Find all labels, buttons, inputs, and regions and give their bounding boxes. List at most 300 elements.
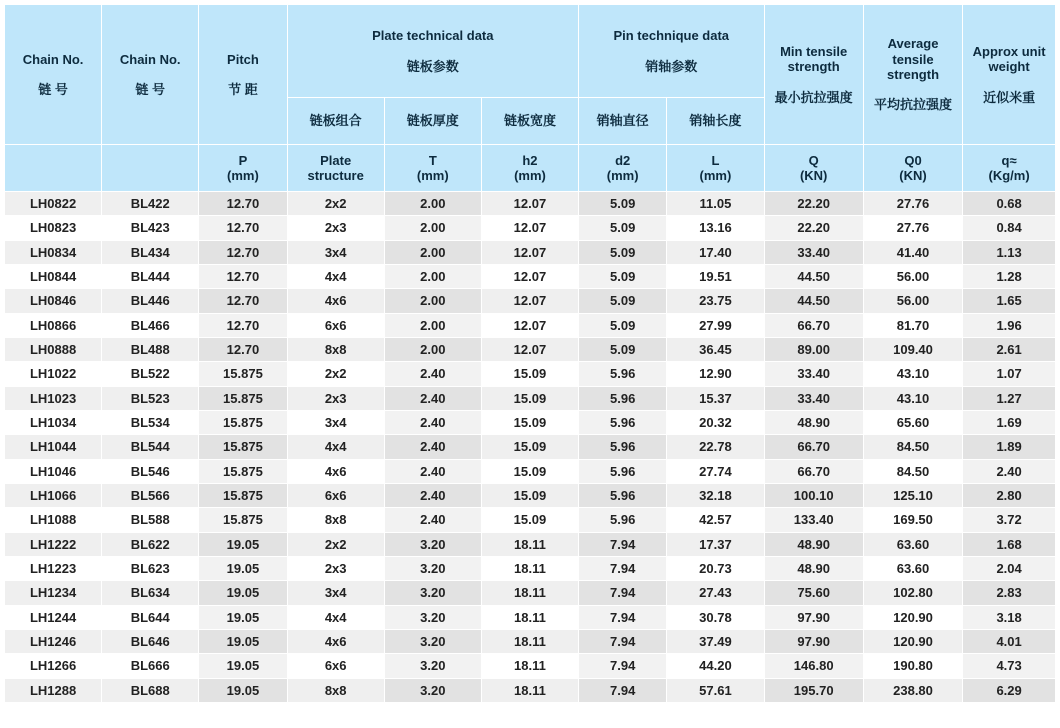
table-cell: 37.49 xyxy=(667,629,764,653)
table-cell: 120.90 xyxy=(863,605,962,629)
table-cell: 1.07 xyxy=(963,362,1056,386)
table-cell: 97.90 xyxy=(764,605,863,629)
table-cell: LH1023 xyxy=(5,386,102,410)
unit-plate: structure xyxy=(307,168,364,183)
table-cell: 5.96 xyxy=(579,435,667,459)
table-cell: 66.70 xyxy=(764,313,863,337)
header-pin-diameter-cn: 销轴直径 xyxy=(579,98,667,145)
table-cell: 44.20 xyxy=(667,654,764,678)
table-cell: 4x4 xyxy=(287,435,384,459)
table-row xyxy=(5,313,1056,337)
table-cell: 33.40 xyxy=(764,362,863,386)
table-cell: BL444 xyxy=(102,264,199,288)
table-cell: 22.78 xyxy=(667,435,764,459)
table-cell: 19.05 xyxy=(199,605,287,629)
symbol-h2: h2 xyxy=(522,152,538,168)
header-plate-thickness-cn: 链板厚度 xyxy=(384,98,481,145)
unit-q0: (KN) xyxy=(899,168,927,183)
header-symbol-q0 xyxy=(863,145,962,192)
table-cell: 125.10 xyxy=(863,483,962,507)
table-cell: 6x6 xyxy=(287,654,384,678)
table-cell: LH1044 xyxy=(5,435,102,459)
unit-q: (KN) xyxy=(799,168,828,183)
header-chain-no-lh-en: Chain No. xyxy=(22,51,84,67)
symbol-q0: Q0 xyxy=(904,152,922,168)
table-cell: 2.00 xyxy=(384,313,481,337)
table-cell: 102.80 xyxy=(863,581,962,605)
table-cell: 66.70 xyxy=(764,435,863,459)
table-cell: 1.65 xyxy=(963,289,1056,313)
table-cell: 12.70 xyxy=(199,216,287,240)
table-cell: 7.94 xyxy=(579,605,667,629)
table-cell: BL588 xyxy=(102,508,199,532)
header-unit-weight-en: Approx unit weight xyxy=(972,43,1046,75)
table-cell: 2.00 xyxy=(384,337,481,361)
table-cell: 17.37 xyxy=(667,532,764,556)
table-cell: LH1288 xyxy=(5,678,102,702)
table-cell: 3.20 xyxy=(384,556,481,580)
table-cell: 12.70 xyxy=(199,337,287,361)
table-cell: 33.40 xyxy=(764,240,863,264)
table-cell: BL688 xyxy=(102,678,199,702)
table-cell: 27.74 xyxy=(667,459,764,483)
table-cell: LH0822 xyxy=(5,192,102,216)
table-cell: 169.50 xyxy=(863,508,962,532)
table-row xyxy=(5,386,1056,410)
table-cell: LH1034 xyxy=(5,410,102,434)
table-row xyxy=(5,654,1056,678)
table-row xyxy=(5,483,1056,507)
table-cell: 238.80 xyxy=(863,678,962,702)
table-cell: 12.90 xyxy=(667,362,764,386)
table-cell: 5.96 xyxy=(579,483,667,507)
table-cell: BL522 xyxy=(102,362,199,386)
table-cell: 6x6 xyxy=(287,313,384,337)
table-cell: BL422 xyxy=(102,192,199,216)
table-cell: LH1088 xyxy=(5,508,102,532)
header-chain-no-lh xyxy=(5,5,102,145)
table-cell: 5.96 xyxy=(579,459,667,483)
table-cell: 18.11 xyxy=(481,581,578,605)
table-cell: 5.09 xyxy=(579,264,667,288)
table-cell: 19.05 xyxy=(199,532,287,556)
table-cell: 18.11 xyxy=(481,654,578,678)
table-cell: 3.20 xyxy=(384,532,481,556)
table-cell: 15.09 xyxy=(481,435,578,459)
table-cell: LH0888 xyxy=(5,337,102,361)
table-cell: 146.80 xyxy=(764,654,863,678)
table-cell: 27.99 xyxy=(667,313,764,337)
table-cell: 1.68 xyxy=(963,532,1056,556)
table-cell: BL622 xyxy=(102,532,199,556)
unit-d2: (mm) xyxy=(606,168,639,183)
table-cell: 30.78 xyxy=(667,605,764,629)
table-cell: 2.00 xyxy=(384,216,481,240)
table-cell: 23.75 xyxy=(667,289,764,313)
chain-specification-table xyxy=(4,4,1056,703)
header-unit-weight-cn: 近似米重 xyxy=(983,89,1036,105)
table-cell: 2.00 xyxy=(384,264,481,288)
table-cell: 4x6 xyxy=(287,289,384,313)
table-cell: LH0834 xyxy=(5,240,102,264)
table-cell: 89.00 xyxy=(764,337,863,361)
table-cell: 5.09 xyxy=(579,337,667,361)
table-cell: 3.20 xyxy=(384,654,481,678)
table-cell: LH0844 xyxy=(5,264,102,288)
table-cell: 2.40 xyxy=(384,362,481,386)
symbol-t: T xyxy=(428,152,437,168)
table-cell: 2.80 xyxy=(963,483,1056,507)
symbol-l: L xyxy=(711,152,720,168)
header-symbol-thickness xyxy=(384,145,481,192)
table-cell: 19.05 xyxy=(199,678,287,702)
table-cell: LH1244 xyxy=(5,605,102,629)
table-cell: LH0846 xyxy=(5,289,102,313)
table-cell: 5.96 xyxy=(579,362,667,386)
table-cell: 1.89 xyxy=(963,435,1056,459)
table-cell: LH1246 xyxy=(5,629,102,653)
header-symbol-width xyxy=(481,145,578,192)
header-unit-weight xyxy=(963,5,1056,145)
table-cell: 15.09 xyxy=(481,459,578,483)
table-cell: 2.04 xyxy=(963,556,1056,580)
table-cell: 18.11 xyxy=(481,556,578,580)
table-cell: 5.09 xyxy=(579,289,667,313)
table-row xyxy=(5,289,1056,313)
table-cell: 12.07 xyxy=(481,264,578,288)
table-cell: LH1046 xyxy=(5,459,102,483)
header-min-tensile-cn: 最小抗拉强度 xyxy=(774,89,853,105)
table-cell: 2.40 xyxy=(384,386,481,410)
table-cell: 3.72 xyxy=(963,508,1056,532)
table-cell: 2.83 xyxy=(963,581,1056,605)
table-cell: 12.70 xyxy=(199,240,287,264)
table-cell: 15.875 xyxy=(199,483,287,507)
table-cell: 2x3 xyxy=(287,386,384,410)
header-symbol-blank-1 xyxy=(5,145,102,192)
unit-t: (mm) xyxy=(416,168,449,183)
header-symbol-blank-2 xyxy=(102,145,199,192)
table-cell: 2x2 xyxy=(287,362,384,386)
header-symbol-pitch xyxy=(199,145,287,192)
table-cell: 48.90 xyxy=(764,410,863,434)
table-cell: 65.60 xyxy=(863,410,962,434)
table-cell: 15.875 xyxy=(199,386,287,410)
table-cell: 8x8 xyxy=(287,337,384,361)
table-cell: 3.18 xyxy=(963,605,1056,629)
table-cell: 2x2 xyxy=(287,532,384,556)
table-cell: BL534 xyxy=(102,410,199,434)
table-cell: 44.50 xyxy=(764,264,863,288)
table-row xyxy=(5,678,1056,702)
table-row xyxy=(5,264,1056,288)
table-header xyxy=(5,5,1056,192)
header-pin-group xyxy=(579,5,764,98)
table-cell: 12.70 xyxy=(199,264,287,288)
table-cell: 22.20 xyxy=(764,192,863,216)
table-cell: 63.60 xyxy=(863,556,962,580)
table-cell: LH1266 xyxy=(5,654,102,678)
table-row xyxy=(5,508,1056,532)
table-row xyxy=(5,629,1056,653)
table-cell: 17.40 xyxy=(667,240,764,264)
table-cell: 5.09 xyxy=(579,240,667,264)
table-cell: 12.70 xyxy=(199,313,287,337)
table-cell: 43.10 xyxy=(863,362,962,386)
table-cell: BL466 xyxy=(102,313,199,337)
table-cell: 15.875 xyxy=(199,459,287,483)
table-cell: 190.80 xyxy=(863,654,962,678)
table-cell: 2x3 xyxy=(287,216,384,240)
table-cell: 84.50 xyxy=(863,435,962,459)
table-row xyxy=(5,240,1056,264)
table-cell: 2.40 xyxy=(384,508,481,532)
table-cell: 7.94 xyxy=(579,581,667,605)
header-min-tensile-en: Min tensile strength xyxy=(780,43,848,75)
header-avg-tensile xyxy=(863,5,962,145)
table-cell: 20.32 xyxy=(667,410,764,434)
table-cell: 66.70 xyxy=(764,459,863,483)
table-cell: 8x8 xyxy=(287,678,384,702)
table-cell: 4x4 xyxy=(287,264,384,288)
table-cell: 15.875 xyxy=(199,508,287,532)
table-cell: 22.20 xyxy=(764,216,863,240)
table-cell: 6x6 xyxy=(287,483,384,507)
table-cell: 4x6 xyxy=(287,459,384,483)
table-cell: 133.40 xyxy=(764,508,863,532)
table-cell: 120.90 xyxy=(863,629,962,653)
table-cell: BL546 xyxy=(102,459,199,483)
table-cell: 2.40 xyxy=(963,459,1056,483)
table-cell: 43.10 xyxy=(863,386,962,410)
table-cell: 18.11 xyxy=(481,678,578,702)
table-cell: LH1066 xyxy=(5,483,102,507)
table-cell: BL544 xyxy=(102,435,199,459)
table-cell: 5.09 xyxy=(579,313,667,337)
table-cell: LH1222 xyxy=(5,532,102,556)
table-cell: 48.90 xyxy=(764,556,863,580)
header-pitch xyxy=(199,5,287,145)
table-cell: 2.40 xyxy=(384,459,481,483)
table-cell: BL646 xyxy=(102,629,199,653)
header-plate-group-cn: 链板参数 xyxy=(406,58,459,74)
table-cell: 32.18 xyxy=(667,483,764,507)
table-cell: 195.70 xyxy=(764,678,863,702)
table-cell: BL623 xyxy=(102,556,199,580)
table-cell: 7.94 xyxy=(579,654,667,678)
table-row xyxy=(5,435,1056,459)
table-cell: 100.10 xyxy=(764,483,863,507)
unit-p: (mm) xyxy=(227,168,259,183)
table-cell: 19.05 xyxy=(199,654,287,678)
symbol-plate: Plate xyxy=(320,152,352,168)
table-row xyxy=(5,216,1056,240)
table-cell: BL666 xyxy=(102,654,199,678)
table-cell: 2.00 xyxy=(384,240,481,264)
table-cell: 3.20 xyxy=(384,678,481,702)
table-cell: 0.84 xyxy=(963,216,1056,240)
table-cell: 15.09 xyxy=(481,362,578,386)
table-cell: 63.60 xyxy=(863,532,962,556)
table-cell: 4x6 xyxy=(287,629,384,653)
header-chain-no-bl xyxy=(102,5,199,145)
table-cell: BL634 xyxy=(102,581,199,605)
table-cell: 2.40 xyxy=(384,483,481,507)
table-cell: 11.05 xyxy=(667,192,764,216)
table-cell: 8x8 xyxy=(287,508,384,532)
table-cell: 15.875 xyxy=(199,435,287,459)
table-cell: 18.11 xyxy=(481,532,578,556)
table-cell: 15.09 xyxy=(481,386,578,410)
table-cell: 27.76 xyxy=(863,192,962,216)
header-pin-group-en: Pin technique data xyxy=(613,28,730,43)
header-pin-group-cn: 销轴参数 xyxy=(645,58,698,74)
table-row xyxy=(5,581,1056,605)
table-cell: 12.70 xyxy=(199,289,287,313)
table-cell: 15.09 xyxy=(481,410,578,434)
table-cell: 3.20 xyxy=(384,581,481,605)
table-cell: 2.00 xyxy=(384,192,481,216)
table-cell: BL523 xyxy=(102,386,199,410)
table-cell: 19.05 xyxy=(199,629,287,653)
table-row xyxy=(5,459,1056,483)
header-plate-structure-cn: 链板组合 xyxy=(287,98,384,145)
header-chain-no-lh-cn: 链 号 xyxy=(38,82,68,98)
table-cell: 27.76 xyxy=(863,216,962,240)
header-plate-group xyxy=(287,5,578,98)
table-cell: 15.09 xyxy=(481,483,578,507)
table-cell: 13.16 xyxy=(667,216,764,240)
table-cell: 1.69 xyxy=(963,410,1056,434)
header-avg-tensile-en: Average tensile strength xyxy=(887,36,940,82)
header-symbol-q xyxy=(764,145,863,192)
table-cell: 5.96 xyxy=(579,386,667,410)
table-cell: 1.13 xyxy=(963,240,1056,264)
table-cell: LH1223 xyxy=(5,556,102,580)
table-cell: 12.07 xyxy=(481,192,578,216)
table-cell: 3.20 xyxy=(384,629,481,653)
table-cell: 7.94 xyxy=(579,678,667,702)
table-cell: 3x4 xyxy=(287,240,384,264)
table-cell: 42.57 xyxy=(667,508,764,532)
table-cell: 5.96 xyxy=(579,508,667,532)
table-cell: 7.94 xyxy=(579,532,667,556)
table-row xyxy=(5,362,1056,386)
header-pitch-en: Pitch xyxy=(227,51,259,67)
table-cell: BL644 xyxy=(102,605,199,629)
table-cell: 109.40 xyxy=(863,337,962,361)
table-cell: 5.96 xyxy=(579,410,667,434)
header-chain-no-bl-en: Chain No. xyxy=(119,51,181,67)
table-cell: 19.05 xyxy=(199,556,287,580)
table-cell: 1.27 xyxy=(963,386,1056,410)
header-min-tensile xyxy=(764,5,863,145)
header-symbol-plate-structure xyxy=(287,145,384,192)
table-cell: 56.00 xyxy=(863,289,962,313)
table-cell: BL446 xyxy=(102,289,199,313)
table-cell: 5.09 xyxy=(579,216,667,240)
table-body xyxy=(5,192,1056,703)
table-cell: 0.68 xyxy=(963,192,1056,216)
symbol-q: Q xyxy=(808,152,819,168)
table-cell: 3x4 xyxy=(287,410,384,434)
table-cell: 6.29 xyxy=(963,678,1056,702)
table-cell: 4x4 xyxy=(287,605,384,629)
table-cell: 84.50 xyxy=(863,459,962,483)
table-cell: 41.40 xyxy=(863,240,962,264)
header-symbol-pin-length xyxy=(667,145,764,192)
table-cell: 7.94 xyxy=(579,556,667,580)
header-plate-width-cn: 链板宽度 xyxy=(481,98,578,145)
header-symbol-weight xyxy=(963,145,1056,192)
table-cell: 1.28 xyxy=(963,264,1056,288)
table-cell: 56.00 xyxy=(863,264,962,288)
table-cell: 12.07 xyxy=(481,289,578,313)
table-cell: BL566 xyxy=(102,483,199,507)
unit-l: (mm) xyxy=(699,168,732,183)
table-cell: BL423 xyxy=(102,216,199,240)
table-cell: 3x4 xyxy=(287,581,384,605)
table-cell: LH1234 xyxy=(5,581,102,605)
table-cell: 1.96 xyxy=(963,313,1056,337)
table-cell: 2.00 xyxy=(384,289,481,313)
table-cell: 48.90 xyxy=(764,532,863,556)
table-cell: 5.09 xyxy=(579,192,667,216)
header-symbol-pin-diameter xyxy=(579,145,667,192)
table-cell: 57.61 xyxy=(667,678,764,702)
table-cell: 81.70 xyxy=(863,313,962,337)
table-cell: 19.51 xyxy=(667,264,764,288)
table-cell: 3.20 xyxy=(384,605,481,629)
table-cell: BL434 xyxy=(102,240,199,264)
symbol-p: P xyxy=(238,152,248,168)
table-cell: 27.43 xyxy=(667,581,764,605)
table-cell: 12.70 xyxy=(199,192,287,216)
symbol-d2: d2 xyxy=(615,152,631,168)
table-row xyxy=(5,192,1056,216)
table-cell: 75.60 xyxy=(764,581,863,605)
header-plate-group-en: Plate technical data xyxy=(372,28,494,43)
table-cell: 2.40 xyxy=(384,410,481,434)
table-cell: 12.07 xyxy=(481,337,578,361)
table-cell: LH0866 xyxy=(5,313,102,337)
unit-q-approx: (Kg/m) xyxy=(988,168,1030,183)
header-pitch-cn: 节 距 xyxy=(228,82,258,98)
header-avg-tensile-cn: 平均抗拉强度 xyxy=(874,97,953,113)
table-cell: 12.07 xyxy=(481,313,578,337)
table-cell: 18.11 xyxy=(481,605,578,629)
table-row xyxy=(5,337,1056,361)
table-cell: 2.40 xyxy=(384,435,481,459)
unit-h2: (mm) xyxy=(514,168,546,183)
table-row xyxy=(5,556,1056,580)
table-cell: 12.07 xyxy=(481,240,578,264)
table-cell: LH0823 xyxy=(5,216,102,240)
symbol-q-approx: q≈ xyxy=(1001,152,1017,168)
table-cell: 2x2 xyxy=(287,192,384,216)
table-row xyxy=(5,532,1056,556)
table-cell: 97.90 xyxy=(764,629,863,653)
table-cell: 18.11 xyxy=(481,629,578,653)
table-cell: 15.875 xyxy=(199,362,287,386)
table-cell: 33.40 xyxy=(764,386,863,410)
table-cell: 12.07 xyxy=(481,216,578,240)
table-cell: 44.50 xyxy=(764,289,863,313)
table-row xyxy=(5,410,1056,434)
table-cell: 20.73 xyxy=(667,556,764,580)
table-cell: 36.45 xyxy=(667,337,764,361)
table-cell: 2.61 xyxy=(963,337,1056,361)
